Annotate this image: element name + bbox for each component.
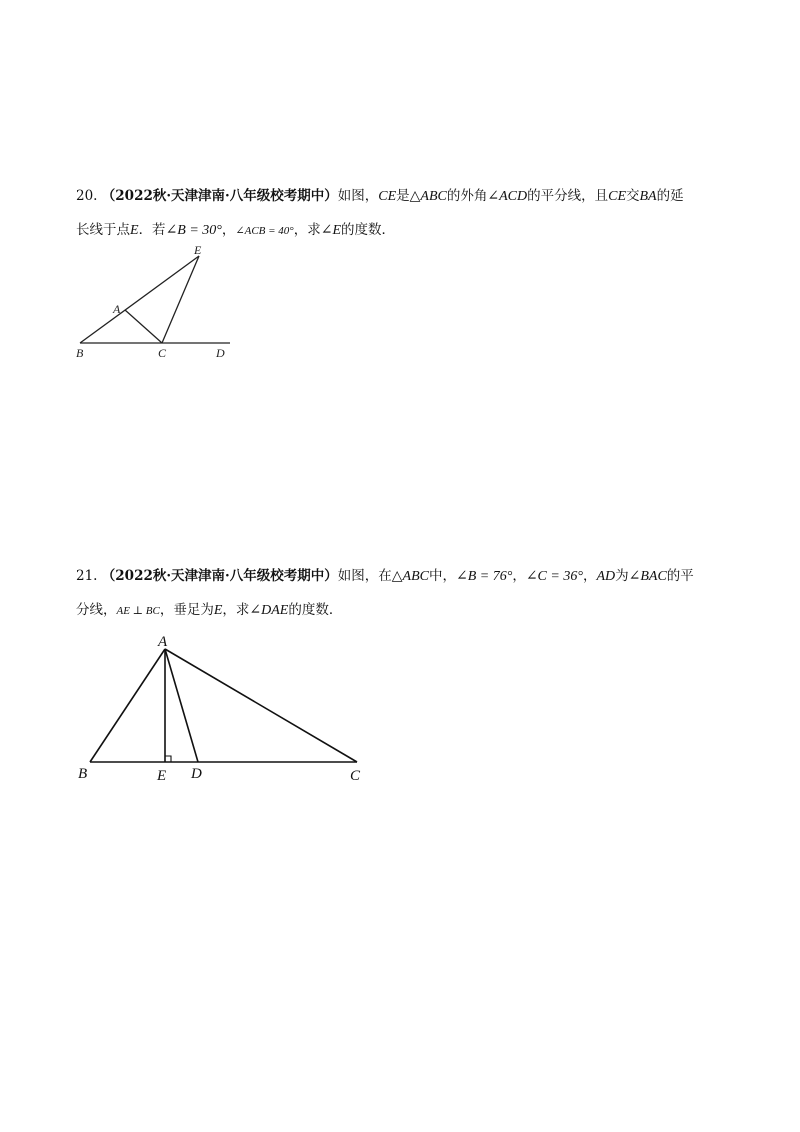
- question-text: 分线，: [76, 602, 117, 618]
- question-text: ，: [221, 222, 236, 238]
- math-expression: CE: [608, 189, 626, 204]
- label-d: D: [191, 766, 202, 782]
- question-text: 的平分线，且: [527, 188, 609, 204]
- math-expression: ∠BAC: [628, 569, 667, 584]
- question-text: 的平: [666, 568, 694, 584]
- triangle-figure-20: [70, 240, 240, 365]
- label-b: B: [78, 766, 88, 782]
- math-expression: AE ⊥ BC: [116, 605, 160, 617]
- question-text: 的度数．: [341, 222, 396, 238]
- label-b: B: [76, 346, 84, 360]
- question-text: ，垂足为: [159, 602, 214, 618]
- question-number: 20.: [76, 188, 98, 204]
- line-ab: [90, 649, 165, 762]
- math-expression: E: [130, 223, 139, 238]
- question-text: ．若: [138, 222, 166, 238]
- label-c: C: [158, 346, 167, 360]
- question-20-line-1: [76, 186, 726, 207]
- question-21: [76, 566, 726, 621]
- math-expression: E: [213, 603, 223, 618]
- line-ac: [125, 310, 162, 343]
- question-text: 是: [396, 188, 410, 204]
- math-expression: ∠ACD: [487, 189, 528, 204]
- label-d: D: [216, 346, 225, 360]
- question-text: 的延: [656, 188, 684, 204]
- math-expression: ∠ACB = 40°: [235, 225, 294, 237]
- math-expression: ∠E: [320, 223, 342, 238]
- question-source: （2022秋·天津津南·八年级校考期中）: [101, 188, 338, 204]
- math-expression: △ABC: [391, 569, 429, 584]
- question-20: [76, 186, 726, 241]
- question-text: 长线于点: [76, 222, 130, 238]
- question-21-line-2: [76, 600, 726, 621]
- question-text: ，求: [293, 222, 321, 238]
- math-expression: BA: [639, 189, 657, 204]
- question-text: 的外角: [446, 188, 488, 204]
- question-text: 交: [626, 188, 640, 204]
- question-text: 中，: [428, 568, 456, 584]
- triangle-figure-21: [70, 632, 370, 787]
- label-e: E: [157, 768, 167, 784]
- label-a: A: [158, 634, 168, 650]
- question-text: 的度数．: [288, 602, 343, 618]
- label-a: A: [113, 302, 121, 316]
- math-expression: ∠DAE: [249, 603, 289, 618]
- question-21-line-1: [76, 566, 726, 587]
- right-angle-mark: [165, 756, 171, 762]
- math-expression: AD: [596, 569, 616, 584]
- question-text: 如图，: [337, 188, 379, 204]
- question-text: ，: [512, 568, 526, 584]
- label-c: C: [350, 768, 361, 784]
- math-expression: ∠C = 36°: [525, 569, 583, 584]
- label-e: E: [194, 243, 202, 257]
- question-text: 如图，在: [337, 568, 392, 584]
- question-text: ，: [582, 568, 597, 584]
- math-expression: ∠B = 30°: [165, 223, 222, 238]
- math-expression: CE: [378, 189, 397, 204]
- question-number: 21.: [76, 568, 98, 584]
- math-expression: ∠B = 76°: [455, 569, 513, 584]
- question-text: ，求: [222, 602, 250, 618]
- question-source: （2022秋·天津津南·八年级校考期中）: [101, 568, 338, 584]
- question-20-line-2: [76, 220, 726, 241]
- question-text: 为: [615, 568, 629, 584]
- math-expression: △ABC: [409, 189, 447, 204]
